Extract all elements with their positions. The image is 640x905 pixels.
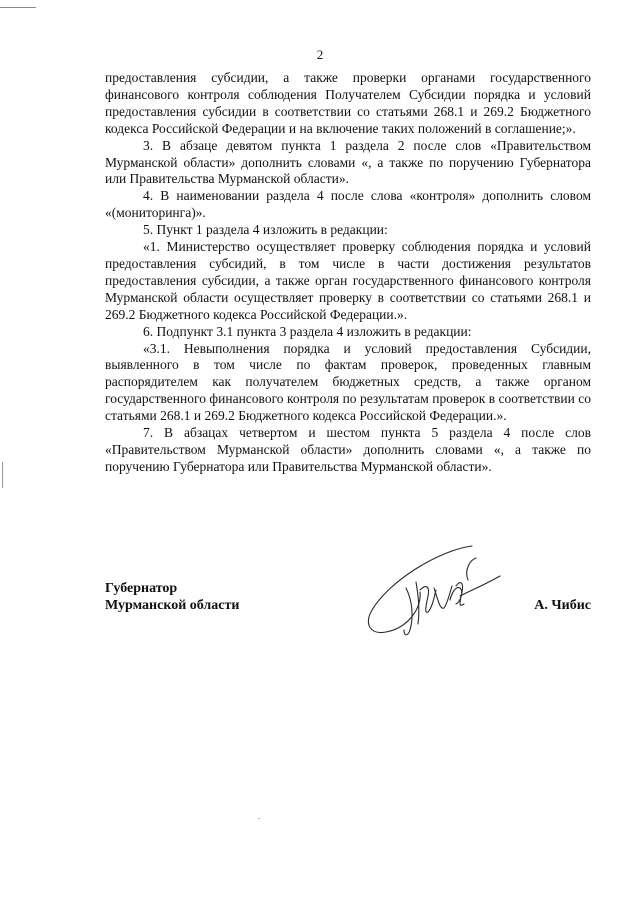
paragraph-quote-3-1: «3.1. Невыполнения порядка и условий предоставления Субсидии, выявленного в том числе по фактам проверок, проведенных главным распорядителем как получателем бюджетных средств, а также органом государственного финансового контроля по результатам проверок в соответствии со статьями 268.1 и 269.2 Бюджетного кодекса Российской Федерации.».	[105, 340, 591, 424]
signer-name: А. Чибис	[534, 598, 591, 613]
paragraph-item-7: 7. В абзацах четвертом и шестом пункта 5 раздела 4 после слов «Правительством Мурманской области» дополнить словами «, а также по поручению Губернатора или Правительства Мурманской области».	[105, 425, 591, 474]
document-body	[105, 70, 591, 476]
page-number: 2	[316, 47, 324, 62]
handwritten-signature	[360, 540, 510, 640]
scan-edge-line	[0, 7, 36, 8]
scan-margin-mark	[2, 462, 3, 488]
paragraph-continuation: предоставления субсидии, а также проверки органами государственного финансового контроля соблюдения Получателем Субсидии порядка и условий предоставления субсидии в соответствии со статьями 268.1 и 269.2 Бюджетного кодекса Российской Федерации и на включение таких положений в соглашение;».	[105, 70, 591, 136]
paragraph-item-4: 4. В наименовании раздела 4 после слова «контроля» дополнить словом «(мониторинга)».	[105, 188, 591, 221]
paragraph-item-6: 6. Подпункт 3.1 пункта 3 раздела 4 изложить в редакции:	[143, 323, 472, 339]
paragraph-item-3: 3. В абзаце девятом пункта 1 раздела 2 после слов «Правительством Мурманской области» дополнить словами «, а также по поручению Губернатора или Правительства Мурманской области».	[105, 137, 591, 187]
signature-block	[105, 580, 591, 660]
paragraph-item-5: 5. Пункт 1 раздела 4 изложить в редакции:	[143, 222, 388, 238]
paragraph-quote-1: «1. Министерство осуществляет проверку соблюдения порядка и условий предоставления субсидий, в том числе в части достижения результатов предоставления субсидии, а также орган государственного финансового контроля Мурманской области осуществляет проверку в соответствии со статьями 268.1 и 269.2 Бюджетного кодекса Российской Федерации.».	[105, 239, 591, 322]
signer-position-line-1: Губернатор	[105, 581, 178, 596]
scan-speck	[258, 818, 260, 819]
signer-position	[105, 580, 239, 614]
signer-position-line-2: Мурманской области	[105, 598, 240, 613]
